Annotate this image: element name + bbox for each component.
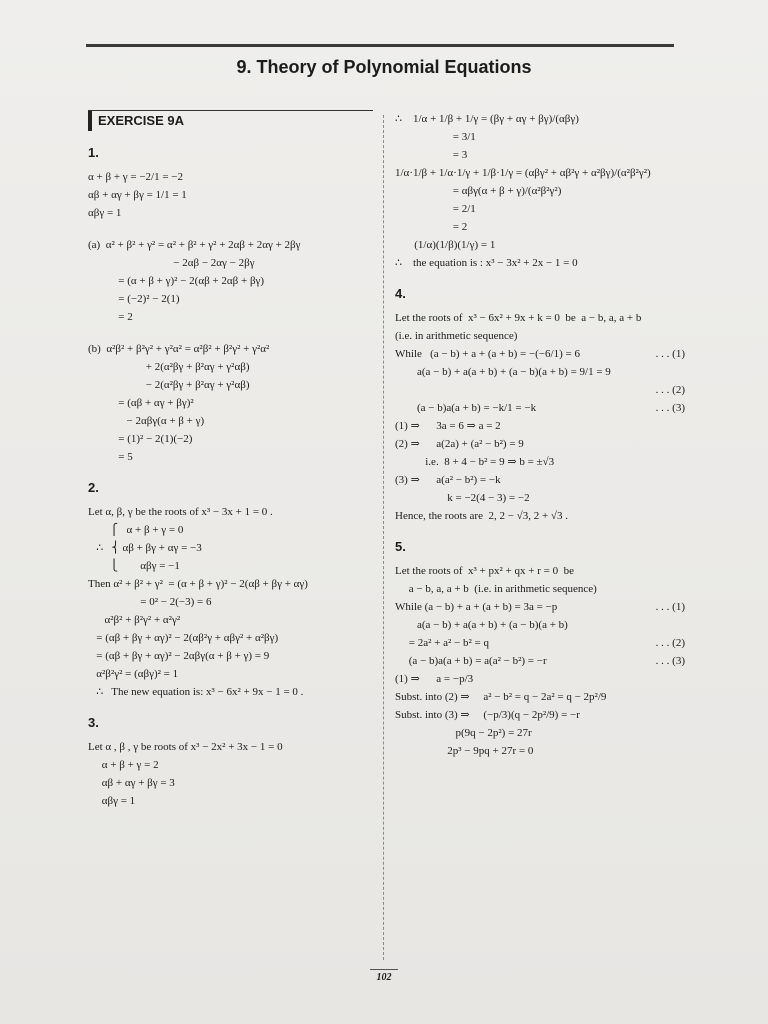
solution-line: (b) α²β² + β²γ² + γ²α² = α²β² + β²γ² + γ²α² <box>88 343 270 355</box>
solution-line: αβ + αγ + βγ = 3 <box>88 777 175 789</box>
line-text: Subst. into (3) ⇒ (−p/3)(q − 2p²/9) = −r <box>395 709 580 721</box>
solution-line <box>395 562 685 580</box>
solution-line: − 2(α²βγ + β²αγ + γ²αβ) <box>88 379 250 391</box>
equation-tag: . . . (3) <box>655 402 685 414</box>
line-text: Hence, the roots are 2, 2 − √3, 2 + √3 . <box>395 510 568 522</box>
footer-rule <box>370 969 398 970</box>
solution-line: = 0² − 2(−3) = 6 <box>88 596 212 608</box>
left-column-body <box>88 145 373 810</box>
solution-line: 1/α·1/β + 1/α·1/γ + 1/β·1/γ = (αβγ² + αβ²γ + α²βγ)/(α²β²γ²) <box>395 167 651 179</box>
right-column <box>395 110 685 760</box>
solution-line <box>395 507 685 525</box>
solution-line: ⎩ αβγ = −1 <box>88 560 180 572</box>
solution-line: = (α + β + γ)² − 2(αβ + 2αβ + βγ) <box>88 275 265 287</box>
left-column <box>88 110 373 810</box>
line-text: k = −2(4 − 3) = −2 <box>395 492 530 504</box>
equation-tag: . . . (1) <box>655 601 685 613</box>
solution-line <box>395 706 685 724</box>
solution-line: (a) α² + β² + γ² = α² + β² + γ² + 2αβ + 2αγ + 2βγ <box>88 239 301 251</box>
equation-tag: . . . (2) <box>655 637 685 649</box>
solution-line: ⎧ α + β + γ = 0 <box>88 524 184 536</box>
line-text: a − b, a, a + b (i.e. in arithmetic sequence) <box>395 583 597 595</box>
solution-line: (1/α)(1/β)(1/γ) = 1 <box>395 239 496 251</box>
solution-line: = αβγ(α + β + γ)/(α²β²γ²) <box>395 185 562 197</box>
line-text: (3) ⇒ a(a² − b²) = −k <box>395 474 501 486</box>
solution-line: Then α² + β² + γ² = (α + β + γ)² − 2(αβ + βγ + αγ) <box>88 578 308 590</box>
solution-line <box>395 724 685 742</box>
chapter-title: 9. Theory of Polynomial Equations <box>236 57 532 77</box>
line-text: While (a − b) + a + (a + b) = 3a = −p <box>395 601 558 613</box>
solution-line: = 5 <box>88 451 133 463</box>
line-text: (a − b)a(a + b) = a(a² − b²) = −r <box>395 655 547 667</box>
solution-line <box>395 616 685 634</box>
solution-line: ∴ ⎨ αβ + βγ + αγ = −3 <box>88 542 202 554</box>
column-divider <box>383 115 384 960</box>
solution-line <box>395 453 685 471</box>
solution-line <box>395 580 685 598</box>
question-5-number: 5. <box>395 539 406 554</box>
question-1-number: 1. <box>88 145 99 160</box>
solution-line <box>395 598 685 616</box>
solution-line: = (1)² − 2(1)(−2) <box>88 433 193 445</box>
solution-line <box>395 417 685 435</box>
solution-line: = (αβ + αγ + βγ)² <box>88 397 194 409</box>
solution-line <box>395 363 685 381</box>
exercise-heading: EXERCISE 9A <box>88 110 373 131</box>
line-text: (1) ⇒ 3a = 6 ⇒ a = 2 <box>395 420 501 432</box>
solution-line: α + β + γ = 2 <box>88 759 159 771</box>
top-rule <box>86 44 674 47</box>
line-text: a(a − b) + a(a + b) + (a − b)(a + b) = 9/1 = 9 <box>395 366 611 378</box>
solution-line <box>395 399 685 417</box>
solution-line <box>395 742 685 760</box>
question-2-number: 2. <box>88 480 99 495</box>
solution-line: Let α, β, γ be the roots of x³ − 3x + 1 = 0 . <box>88 506 273 518</box>
solution-line: αβ + αγ + βγ = 1/1 = 1 <box>88 189 187 201</box>
solution-line: α²β² + β²γ² + α²γ² <box>88 614 181 626</box>
solution-line: = (αβ + βγ + αγ)² − 2(αβ²γ + αβγ² + α²βγ) <box>88 632 279 644</box>
solution-line <box>395 327 685 345</box>
equation-tag: . . . (1) <box>655 348 685 360</box>
solution-line: − 2αβγ(α + β + γ) <box>88 415 205 427</box>
equation-tag: . . . (2) <box>655 384 685 396</box>
solution-line: αβγ = 1 <box>88 207 122 219</box>
line-text: i.e. 8 + 4 − b² = 9 ⇒ b = ±√3 <box>395 456 555 468</box>
solution-line <box>395 634 685 652</box>
solution-line: ∴ 1/α + 1/β + 1/γ = (βγ + αγ + βγ)/(αβγ) <box>395 113 579 125</box>
solution-line <box>395 688 685 706</box>
solution-line: = 3/1 <box>395 131 476 143</box>
solution-line: + 2(α²βγ + β²αγ + γ²αβ) <box>88 361 250 373</box>
solution-line: = (αβ + βγ + αγ)² − 2αβγ(α + β + γ) = 9 <box>88 650 270 662</box>
solution-line: − 2αβ − 2αγ − 2βγ <box>88 257 255 269</box>
line-text: Subst. into (2) ⇒ a² − b² = q − 2a² = q − 2p²/9 <box>395 691 607 703</box>
page-number: 102 <box>376 972 392 983</box>
line-text: (i.e. in arithmetic sequence) <box>395 330 518 342</box>
solution-line: α²β²γ² = (αβγ)² = 1 <box>88 668 179 680</box>
solution-line <box>395 489 685 507</box>
solution-line: = (−2)² − 2(1) <box>88 293 180 305</box>
solution-line: = 3 <box>395 149 468 161</box>
solution-line: αβγ = 1 <box>88 795 136 807</box>
solution-line: = 2 <box>88 311 133 323</box>
solution-line <box>395 652 685 670</box>
line-text: (a − b)a(a + b) = −k/1 = −k <box>395 402 537 414</box>
spacer <box>88 222 373 236</box>
solution-line: ∴ The new equation is: x³ − 6x² + 9x − 1 = 0 . <box>88 686 304 698</box>
question-3-number: 3. <box>88 715 99 730</box>
question-4-number: 4. <box>395 286 406 301</box>
solution-line <box>395 381 685 399</box>
line-text: (1) ⇒ a = −p/3 <box>395 673 474 685</box>
solution-line <box>395 345 685 363</box>
solution-line: ∴ the equation is : x³ − 3x² + 2x − 1 = 0 <box>395 257 578 269</box>
spacer <box>88 326 373 340</box>
solution-line: α + β + γ = −2/1 = −2 <box>88 171 183 183</box>
solution-line: = 2/1 <box>395 203 476 215</box>
line-text: p(9q − 2p²) = 27r <box>395 727 532 739</box>
line-text: = 2a² + a² − b² = q <box>395 637 489 649</box>
line-text: 2p³ − 9pq + 27r = 0 <box>395 745 534 757</box>
solution-line: = 2 <box>395 221 468 233</box>
line-text: While (a − b) + a + (a + b) = −(−6/1) = 6 <box>395 348 580 360</box>
solution-line <box>395 435 685 453</box>
line-text: (2) ⇒ a(2a) + (a² − b²) = 9 <box>395 438 524 450</box>
solution-line <box>395 309 685 327</box>
solution-line: Let α , β , γ be roots of x³ − 2x² + 3x − 1 = 0 <box>88 741 283 753</box>
line-text: a(a − b) + a(a + b) + (a − b)(a + b) <box>395 619 568 631</box>
solution-line <box>395 670 685 688</box>
solution-line <box>395 471 685 489</box>
equation-tag: . . . (3) <box>655 655 685 667</box>
question-5-body <box>395 562 685 760</box>
question-4-body <box>395 309 685 525</box>
question-3-continued <box>395 110 685 272</box>
line-text: Let the roots of x³ − 6x² + 9x + k = 0 be a − b, a, a + b <box>395 312 642 324</box>
line-text: Let the roots of x³ + px² + qx + r = 0 be <box>395 565 574 577</box>
